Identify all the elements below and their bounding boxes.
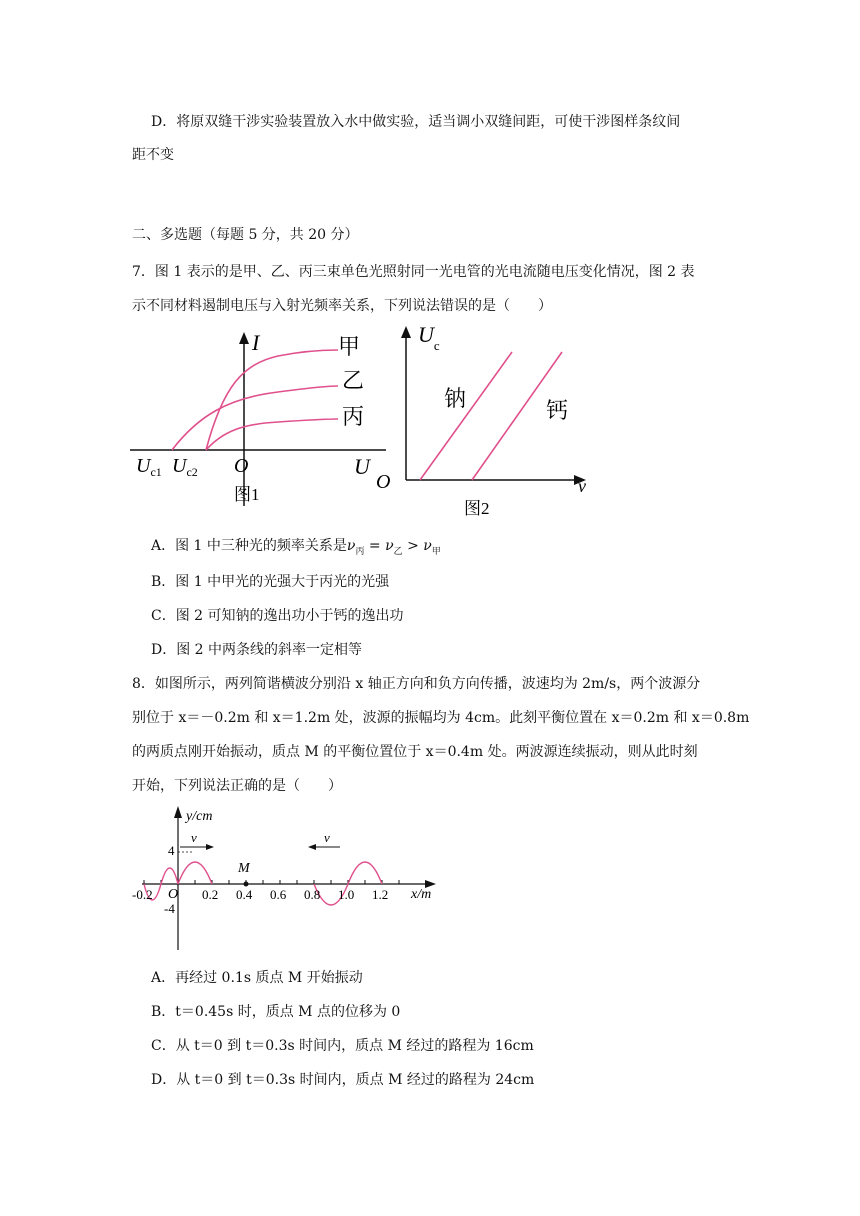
q8-amp-pos-label: 4 <box>168 843 175 858</box>
q6-option-d-line2: 距不变 <box>132 147 174 163</box>
fig2-caption: 图2 <box>464 499 490 518</box>
q8-origin-label: O <box>168 887 179 902</box>
q8-tick-label: 0.2 <box>202 887 219 902</box>
fig1-curve-jia-label: 甲 <box>338 334 361 359</box>
q7-option-a-text: A．图 1 中三种光的频率关系是 <box>151 538 347 554</box>
q7-option-b: B．图 1 中甲光的光强大于丙光的光强 <box>151 574 390 590</box>
q8-y-axis-label: y/cm <box>186 809 213 824</box>
fig1-y-axis-label: I <box>252 330 260 355</box>
fig2-origin-label: O <box>376 471 391 493</box>
q7-figure2 <box>372 320 598 522</box>
q8-option-a: A．再经过 0.1s 质点 M 开始振动 <box>151 970 363 986</box>
q7-stem-line1: 7．图 1 表示的是甲、乙、丙三束单色光照射同一光电管的光电流随电压变化情况，图 2 表 <box>132 264 695 280</box>
fig1-curve-bing-label: 丙 <box>342 404 365 429</box>
q7-option-a-formula: $\nu_丙 = \nu_乙 > \nu_甲$ <box>346 538 441 557</box>
q8-stem-line2: 别位于 x＝－0.2m 和 x＝1.2m 处，波源的振幅均为 4cm。此刻平衡位置在 x＝0.2m 和 x＝0.8m <box>132 710 750 726</box>
q8-stem-line4: 开始，下列说法正确的是（ ） <box>132 778 342 794</box>
q8-v-right-label: v <box>324 830 330 845</box>
q8-tick-label: 0.8 <box>304 887 321 902</box>
fig1-origin-label: O <box>234 455 249 477</box>
q7-figure1 <box>128 326 390 512</box>
q8-tick-label: 1.0 <box>338 887 355 902</box>
fig1-curve-yi-label: 乙 <box>342 368 365 393</box>
fig1-x-axis-label: U <box>354 454 370 479</box>
fig1-caption: 图1 <box>234 485 260 504</box>
fig2-x-axis-label: ν <box>578 476 586 496</box>
q7-option-d: D．图 2 中两条线的斜率一定相等 <box>151 642 363 658</box>
q8-option-b: B．t＝0.45s 时，质点 M 点的位移为 0 <box>151 1004 401 1020</box>
fig2-y-axis-label: $U_c$ <box>418 322 440 353</box>
fig1-uc2-label: $U_{c2}$ <box>172 455 198 479</box>
q8-tick-label: -0.2 <box>132 887 153 902</box>
fig1-uc1-label: $U_{c1}$ <box>136 455 162 479</box>
q8-tick-label: 0.6 <box>270 887 287 902</box>
section-heading: 二、多选题（每题 5 分，共 20 分） <box>132 227 359 243</box>
q8-option-c: C．从 t＝0 到 t＝0.3s 时间内，质点 M 经过的路程为 16cm <box>151 1038 534 1054</box>
q7-option-c: C．图 2 可知钠的逸出功小于钙的逸出功 <box>151 608 404 624</box>
q7-option-a <box>151 536 441 558</box>
q8-stem-line1: 8．如图所示，两列简谐横波分别沿 x 轴正方向和负方向传播，波速均为 2m/s，两个波源分 <box>132 676 701 692</box>
q8-point-m-label: M <box>238 861 250 876</box>
q8-wave-figure <box>128 800 448 956</box>
fig2-line-ca-label: 钙 <box>546 398 569 423</box>
q6-option-d-line1: D．将原双缝干涉实验装置放入水中做实验，适当调小双缝间距，可使干涉图样条纹间 <box>151 114 681 130</box>
q8-v-left-label: v <box>191 830 197 845</box>
q8-tick-label: 0.4 <box>236 887 253 902</box>
q8-tick-label: 1.2 <box>372 887 389 902</box>
fig2-line-na-label: 钠 <box>444 386 467 411</box>
q8-amp-neg-label: -4 <box>164 901 175 916</box>
q8-x-axis-label: x/m <box>411 887 432 902</box>
q7-stem-line2: 示不同材料遏制电压与入射光频率关系，下列说法错误的是（ ） <box>132 298 552 314</box>
q8-stem-line3: 的两质点刚开始振动，质点 M 的平衡位置位于 x＝0.4m 处。两波源连续振动，则从此时刻 <box>132 744 698 760</box>
q8-option-d: D．从 t＝0 到 t＝0.3s 时间内，质点 M 经过的路程为 24cm <box>151 1072 535 1088</box>
